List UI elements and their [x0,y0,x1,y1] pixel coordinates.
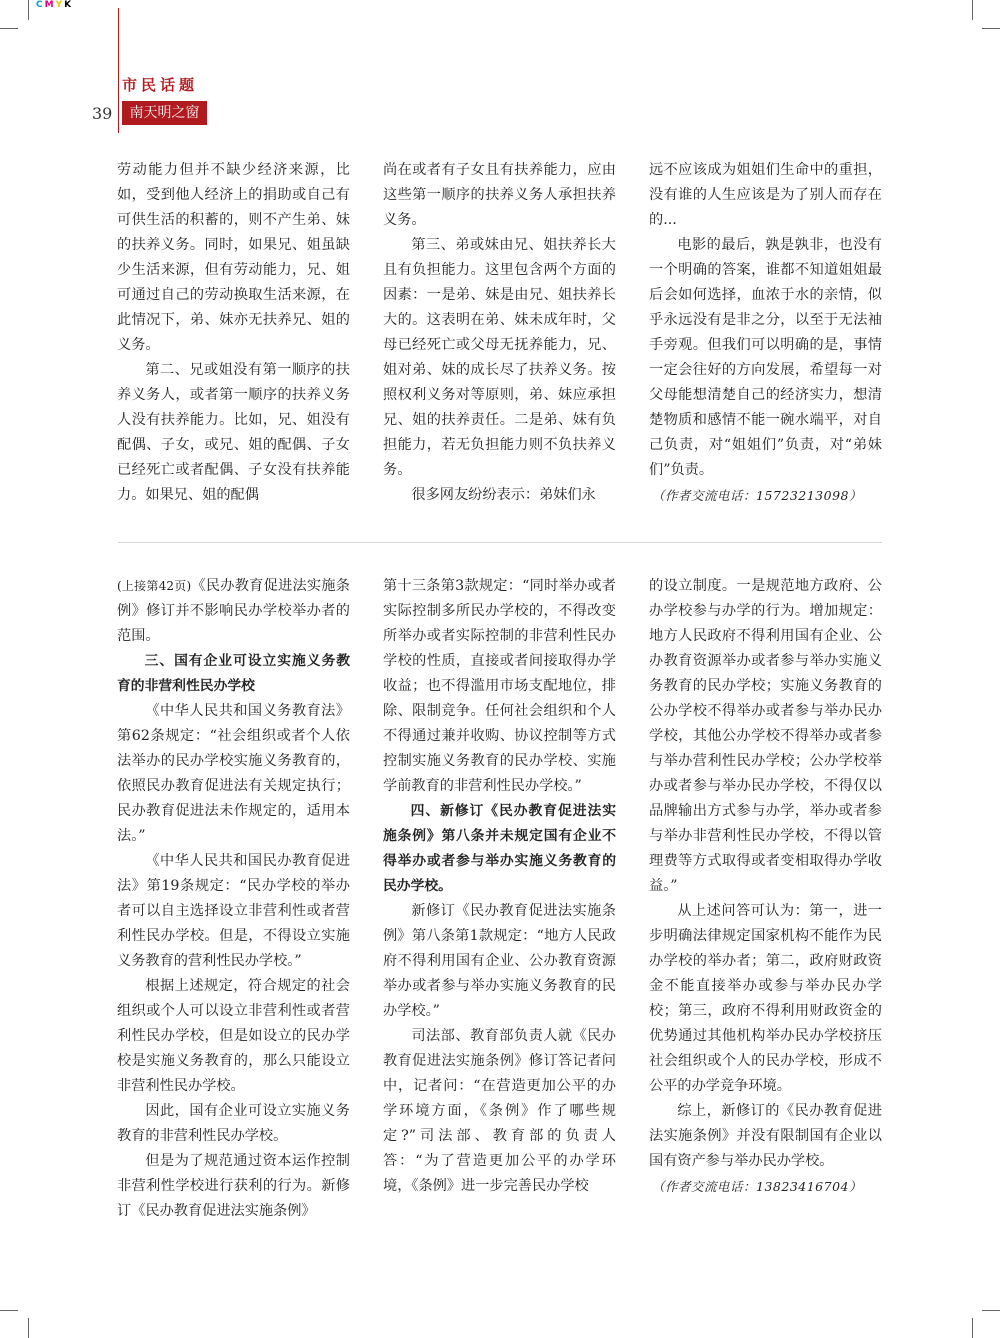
magazine-name-badge: 南天明之窗 [122,101,207,125]
cmyk-c: C [36,0,45,10]
crop-mark-top-left-h [0,28,18,29]
cmyk-m: M [44,0,56,10]
paragraph: 第二、兄或姐没有第一顺序的扶养义务人，或者第一顺序的扶养义务人没有扶养能力。比如，兄、姐没有配偶、子女，或兄、姐的配偶、子女已经死亡或者配偶、子女没有扶养能力。如果兄、姐的配偶 [117,362,350,503]
paragraph: 第十三条第3款规定：“同时举办或者实际控制多所民办学校的，不得改变所举办或者实际控制的非营利性民办学校的性质，直接或者间接取得办学收益；也不得滥用市场支配地位，排除、限制竞争。任何社会组织和个人不得通过兼并收购、协议控制等方式控制实施义务教育的民办学校、实施学前教育的非营利性民办学校。” [383,578,616,794]
paragraph: 尚在或者有子女且有扶养能力，应由这些第一顺序的扶养义务人承担扶养义务。 [383,162,616,228]
paragraph: 因此，国有企业可设立实施义务教育的非营利性民办学校。 [117,1103,350,1144]
crop-mark-top-right [972,0,973,20]
crop-mark-bottom-right-h [982,1310,1000,1311]
paragraph: 第三、弟或妹由兄、姐扶养长大且有负担能力。这里包含两个方面的因素：一是弟、妹是由兄、姐扶养长大的。这表明在弟、妹未成年时，父母已经死亡或父母无抚养能力，兄、姐对弟、妹的成长尽了扶养义务。按照权利义务对等原则，弟、妹应承担兄、姐的扶养责任。二是弟、妹有负担能力，若无负担能力则不负扶养义务。 [383,237,616,478]
article1-column-2 [383,158,616,508]
paragraph: 劳动能力但并不缺少经济来源，比如，受到他人经济上的捐助或自己有可供生活的积蓄的，则不产生弟、妹的扶养义务。同时，如果兄、姐虽缺少生活来源，但有劳动能力，兄、姐可通过自己的劳动换取生活来源，在此情况下，弟、妹亦无扶养兄、姐的义务。 [117,162,350,353]
paragraph: 司法部、教育部负责人就《民办教育促进法实施条例》修订答记者问中，记者问：“在营造更加公平的办学环境方面，《条例》作了哪些规定?”司法部、教育部的负责人答：“为了营造更加公平的办学环境，《条例》进一步完善民办学校 [383,1028,616,1194]
header-rule [118,8,119,133]
article-divider [118,542,882,543]
cmyk-k: K [64,0,74,10]
cmyk-y: Y [55,0,65,10]
paragraph: 综上，新修订的《民办教育促进法实施条例》并没有限制国有企业以国有资产参与举办民办学校。 [649,1103,882,1169]
paragraph: 《中华人民共和国民办教育促进法》第19条规定：“民办学校的举办者可以自主选择设立非营利性或者营利性民办学校。但是，不得设立实施义务教育的营利性民办学校。” [117,853,350,969]
paragraph-text: 《民办教育促进法实施条例》修订并不影响民办学校举办者的范围。 [117,578,350,644]
paragraph: 的设立制度。一是规范地方政府、公办学校参与办学的行为。增加规定：地方人民政府不得利用国有企业、公办教育资源举办或者参与举办实施义务教育的民办学校；实施义务教育的公办学校不得举办或者参与举办民办学校，其他公办学校不得举办或者参与举办营利性民办学校；公办学校举办或者参与举办民办学校，不得仅以品牌输出方式参与办学，举办或者参与举办非营利性民办学校，不得以管理费等方式取得或者变相取得办学收益。” [649,578,882,894]
cmyk-print-mark [36,0,73,10]
article1-column-1 [117,158,350,508]
author-contact: （作者交流电话：15723213098） [652,488,862,503]
crop-mark-top-left [28,0,29,20]
paragraph: 但是为了规范通过资本运作控制非营利性学校进行获利的行为。新修订《民办教育促进法实施条例》 [117,1153,350,1219]
section-heading: 三、国有企业可设立实施义务教育的非营利性民办学校 [117,653,350,694]
paragraph: 根据上述规定，符合规定的社会组织或个人可以设立非营利性或者营利性民办学校，但是如设立的民办学校是实施义务教育的，那么只能设立非营利性民办学校。 [117,978,350,1094]
crop-mark-bottom-left-h [0,1310,18,1311]
paragraph: 很多网友纷纷表示：弟妹们永 [411,487,596,503]
paragraph: 《中华人民共和国义务教育法》第62条规定：“社会组织或者个人依法举办的民办学校实施义务教育的，依照民办教育促进法有关规定执行；民办教育促进法未作规定的，适用本法。” [117,703,350,844]
section-heading: 四、新修订《民办教育促进法实施条例》第八条并未规定国有企业不得举办或者参与举办实施义务教育的民办学校。 [383,803,616,894]
continued-from-note: (上接第42页) [117,579,192,593]
page-number: 39 [92,104,113,123]
crop-mark-bottom-left [28,1318,29,1338]
paragraph: 从上述问答可认为：第一，进一步明确法律规定国家机构不能作为民办学校的举办者；第二，政府财政资金不能直接举办或参与举办民办学校；第三，政府不得利用财政资金的优势通过其他机构举办民办学校挤压社会组织或个人的民办学校，形成不公平的办学竞争环境。 [649,903,882,1094]
article1-column-3 [649,158,882,508]
paragraph [117,574,350,649]
section-title: 市民话题 [122,76,199,94]
author-contact: （作者交流电话：13823416704） [652,1179,862,1194]
paragraph: 电影的最后，孰是孰非，也没有一个明确的答案，谁都不知道姐姐最后会如何选择，血浓于水的亲情，似乎永远没有是非之分，以至于无法袖手旁观。但我们可以明确的是，事情一定会往好的方向发展，希望每一对父母能想清楚自己的经济实力，想清楚物质和感情不能一碗水端平，对自己负责，对“姐姐们”负责，对“弟妹们”负责。 [649,237,882,478]
paragraph: 新修订《民办教育促进法实施条例》第八条第1款规定：“地方人民政府不得利用国有企业、公办教育资源举办或者参与举办实施义务教育的民办学校。” [383,903,616,1019]
crop-mark-top-right-h [982,28,1000,29]
crop-mark-bottom-right [972,1318,973,1338]
paragraph: 远不应该成为姐姐们生命中的重担，没有谁的人生应该是为了别人而存在的... [649,162,882,228]
article2-column-1 [117,574,350,1224]
article2-column-2 [383,574,616,1199]
article2-column-3 [649,574,882,1199]
